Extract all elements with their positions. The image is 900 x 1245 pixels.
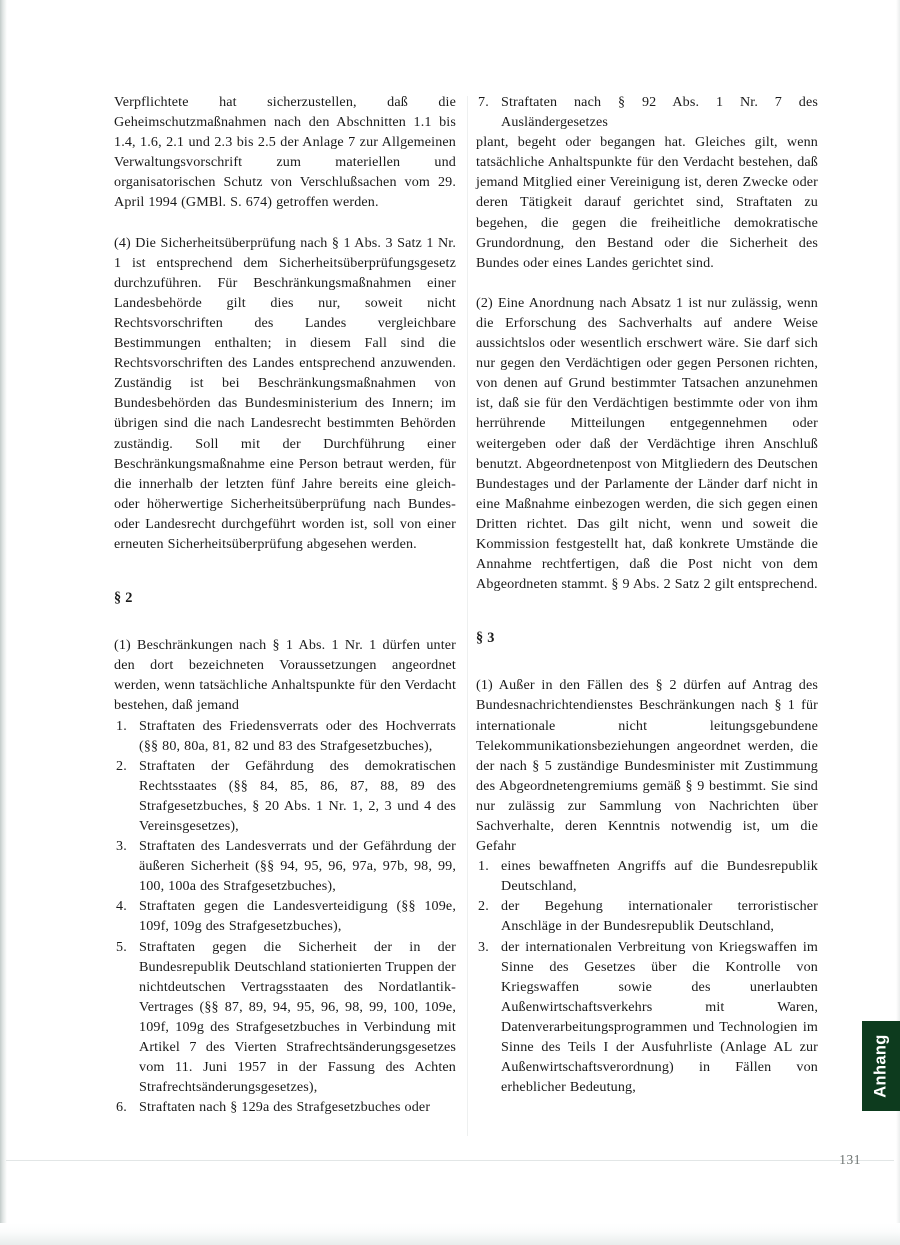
page-number: 131 bbox=[839, 1152, 861, 1167]
section-heading-paragraph-3: § 3 bbox=[476, 630, 495, 647]
paragraph-2-absatz-2: (2) Eine Anordnung nach Absatz 1 ist nur zulässig, wenn die Erforschung des Sachverhalts auf andere Weise aussichtslos oder wesentlich erschwert wäre. Sie darf sich nur gegen den Verdächtigen oder gegen Personen richten, von denen auf Grund bestimmter Tatsachen anzunehmen ist, daß sie für den Verdächtigen bestimmte oder von ihm herrührende Mitteilungen entgegennehmen oder weitergeben oder daß der Verdächtige ihren Anschluß benutzt. Abgeordnetenpost von Mitgliedern des Deutschen Bundestages und der Parlamente der Länder darf nicht in eine Maßnahme einbezogen werden, die sich gegen einen Dritten richtet. Das gilt nicht, wenn und soweit die Kommission festgestellt hat, daß konkrete Umstände die Annahme rechtfertigen, daß die Post nicht von dem Abgeordneten stammt. § 9 Abs. 2 Satz 2 gilt entsprechend. bbox=[476, 294, 818, 593]
list-item bbox=[114, 756, 456, 836]
list-item-text: Straftaten des Landesverrats und der Gefährdung der äußeren Sicherheit (§§ 94, 95, 96, 97a, 97b, 98, 99, 100, 100a des Strafgesetzbuches), bbox=[139, 838, 456, 895]
section-heading-paragraph-2: § 2 bbox=[114, 590, 133, 607]
column-divider bbox=[467, 96, 468, 1136]
list-item bbox=[476, 856, 818, 896]
paragraph-3-absatz-1: (1) Außer in den Fällen des § 2 dürfen auf Antrag des Bundesnachrichtendienstes Beschränkungen nach § 1 für internationale nicht leitungsgebundene Telekommunikationsbeziehungen angeordnet werden, die der nach § 5 zuständige Bundesminister mit Zustimmung des Abgeordnetengremiums gemäß § 9 bestimmt. Sie sind nur zulässig zur Sammlung von Nachrichten über Sachverhalte, deren Kenntnis notwendig ist, um die Gefahr bbox=[476, 677, 818, 855]
list-item bbox=[476, 896, 818, 936]
list-item bbox=[114, 1097, 456, 1117]
left-column bbox=[114, 92, 456, 1117]
list-item-text: Straftaten der Gefährdung des demokratischen Rechtsstaates (§§ 84, 85, 86, 87, 88, 89 des Strafgesetzbuches, § 20 Abs. 1 Nr. 1, 2, 3 und 4 des Vereinsgesetzes), bbox=[139, 757, 456, 834]
list-straftaten-paragraph-2 bbox=[114, 716, 456, 1118]
list-item-text: Straftaten nach § 92 Abs. 1 Nr. 7 des Ausländergesetzes bbox=[501, 94, 818, 131]
list-item-marker: 3. bbox=[116, 838, 127, 855]
list-item-marker: 2. bbox=[116, 757, 127, 774]
list-item-marker: 7. bbox=[478, 94, 489, 110]
list-item bbox=[476, 937, 818, 1098]
list-item-marker: 4. bbox=[116, 898, 127, 915]
thumb-tab-label: Anhang bbox=[871, 1034, 890, 1098]
list-item-text: Straftaten nach § 129a des Strafgesetzbuches oder bbox=[139, 1099, 431, 1116]
list-item-text: Straftaten gegen die Landesverteidigung (§§ 109e, 109f, 109g des Strafgesetzbuches), bbox=[139, 898, 456, 935]
paragraph-plant-begeht: plant, begeht oder begangen hat. Gleiches gilt, wenn tatsächliche Anhaltspunkte für den Verdacht bestehen, daß jemand Mitglied einer Vereinigung ist, deren Zwecke oder deren Tätigkeit darauf gerichtet sind, Straftaten zu begehen, die gegen die freiheitliche demokratische Grundordnung, den Bestand oder die Sicherheit des Bundes oder eines Landes gerichtet sind. bbox=[476, 134, 818, 271]
list-item-text: Straftaten gegen die Sicherheit der in der Bundesrepublik Deutschland stationierten Truppen der nichtdeutschen Vertragsstaaten des Nordatlantik-Vertrages (§§ 87, 89, 94, 95, 96, 98, 99, 100, 109e, 109f, 109g des Strafgesetzbuches in Verbindung mit Artikel 7 des Vierten Strafrechtsänderungsgesetzes vom 11. Juni 1957 in der Fassung des Achten Strafrechtsänderungsgesetzes), bbox=[139, 938, 456, 1096]
paragraph-2-absatz-1: (1) Beschränkungen nach § 1 Abs. 1 Nr. 1 dürfen unter den dort bezeichneten Voraussetzungen angeordnet werden, wenn tatsächliche Anhaltspunkte für den Verdacht bestehen, daß jemand bbox=[114, 637, 456, 714]
scan-gutter-left-edge bbox=[0, 0, 7, 1245]
list-item bbox=[476, 92, 818, 132]
list-gefahr bbox=[476, 856, 818, 1097]
list-item-marker: 5. bbox=[116, 938, 127, 955]
list-item bbox=[114, 937, 456, 1098]
list-item-marker: 3. bbox=[478, 938, 489, 955]
right-column bbox=[476, 92, 818, 1097]
list-item bbox=[114, 716, 456, 756]
list-item-marker: 1. bbox=[478, 858, 489, 875]
list-item bbox=[114, 896, 456, 936]
list-item-marker: 6. bbox=[116, 1099, 127, 1116]
paragraph-absatz-4: (4) Die Sicherheitsüberprüfung nach § 1 Abs. 3 Satz 1 Nr. 1 ist entsprechend dem Sicherheitsüberprüfungsgesetz durchzuführen. Für Beschränkungsmaßnahmen einer Landesbehörde gilt dies nur, soweit nicht Rechtsvorschriften des Landes vergleichbare Bestimmungen enthalten; in diesem Fall sind die Rechtsvorschriften des Landes entsprechend anzuwenden. Zuständig ist bei Beschränkungsmaßnahmen von Bundesbehörden das Bundesministerium des Innern; im übrigen sind die nach Landesrecht bestimmten Behörden zuständig. Soll mit der Durchführung einer Beschränkungsmaßnahme eine Person betraut werden, für die innerhalb der letzten fünf Jahre bereits eine gleich- oder höherwertige Sicherheitsüberprüfung nach Bundes- oder Landesrecht durchgeführt worden ist, soll von einer erneuten Sicherheitsüberprüfung abgesehen werden. bbox=[114, 234, 456, 552]
list-item-text: eines bewaffneten Angriffs auf die Bundesrepublik Deutschland, bbox=[501, 858, 818, 895]
paragraph-verpflichtete: Verpflichtete hat sicherzustellen, daß die Geheimschutzmaßnahmen nach den Abschnitten 1.1 bis 1.4, 1.6, 2.1 und 2.3 bis 2.5 der Anlage 7 zur Allgemeinen Verwaltungsvorschrift zum materiellen und organisatorischen Schutz von Verschlußsachen vom 29. April 1994 (GMBl. S. 674) getroffen werden. bbox=[114, 94, 456, 211]
list-item-marker: 2. bbox=[478, 898, 489, 915]
list-item bbox=[114, 836, 456, 896]
list-item-marker: 1. bbox=[116, 717, 127, 734]
list-item-text: Straftaten des Friedensverrats oder des Hochverrats (§§ 80, 80a, 81, 82 und 83 des Strafgesetzbuches), bbox=[139, 717, 456, 754]
footer-rule bbox=[6, 1160, 894, 1161]
list-item-text: der Begehung internationaler terroristischer Anschläge in der Bundesrepublik Deutschland, bbox=[501, 898, 818, 935]
list-straftaten-continued bbox=[476, 92, 818, 132]
scan-bottom-edge bbox=[0, 1223, 900, 1245]
thumb-tab-anhang[interactable] bbox=[862, 1021, 900, 1111]
list-item-text: der internationalen Verbreitung von Kriegswaffen im Sinne des Gesetzes über die Kontrolle von Kriegswaffen sowie des unerlaubten Außenwirtschaftsverkehrs mit Waren, Datenverarbeitungsprogrammen und Technologien im Sinne des Teils I der Ausfuhrliste (Anlage AL zur Außenwirtschaftsverordnung) in Fällen von erheblicher Bedeutung, bbox=[501, 938, 818, 1096]
